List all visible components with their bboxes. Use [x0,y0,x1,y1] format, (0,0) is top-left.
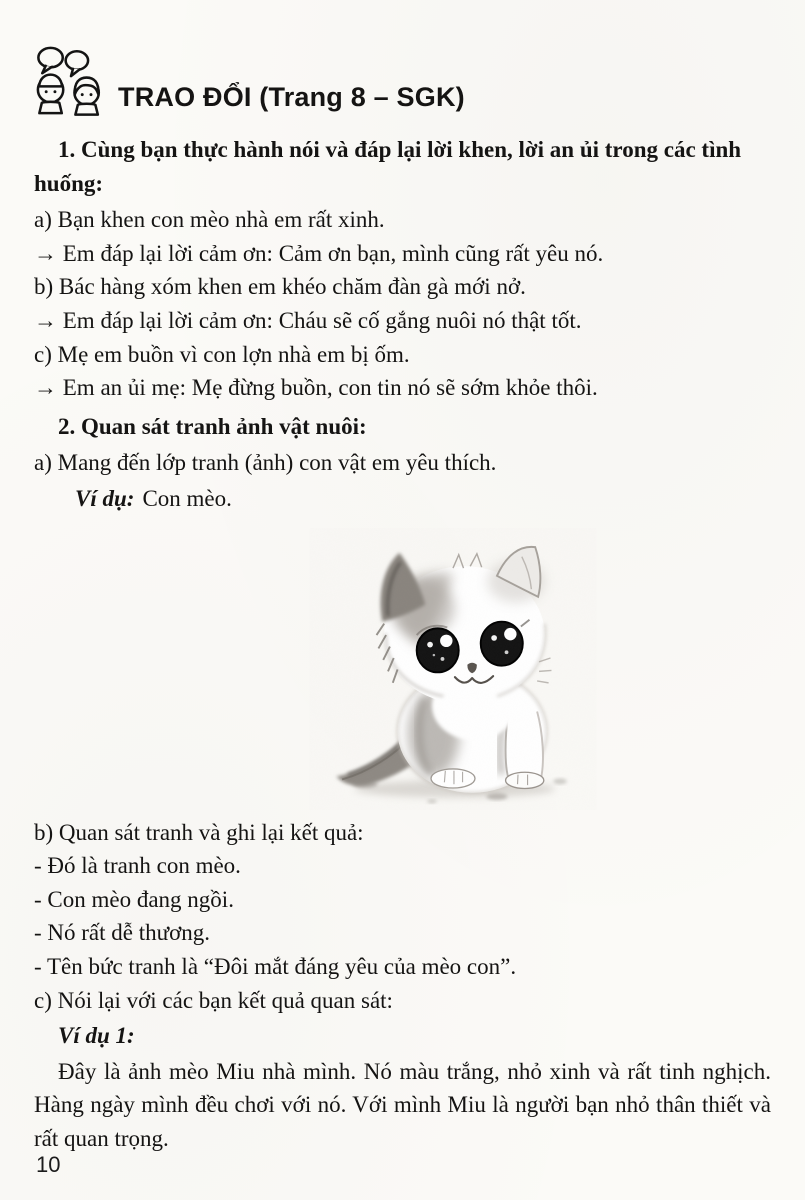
task1-line-b: b) Bác hàng xóm khen em khéo chăm đàn gà mới nở. [34,274,526,300]
task1-line-a: a) Bạn khen con mèo nhà em rất xinh. [34,207,385,233]
task1-line-a-reply: → Em đáp lại lời cảm ơn: Cảm ơn bạn, mình cũng rất yêu nó. [34,240,604,266]
kitten-sketch-illustration [302,528,604,810]
task2-item-a: a) Mang đến lớp tranh (ảnh) con vật em yêu thích. [34,450,497,476]
children-talking-icon [34,44,110,121]
page-title: TRAO ĐỔI (Trang 8 – SGK) [118,82,465,112]
section-header [0,0,805,121]
task1-line-c: c) Mẹ em buồn vì con lợn nhà em bị ốm. [34,341,410,367]
example1-label: Ví dụ 1: [58,1023,135,1049]
task1-line-c-reply: → Em an ủi mẹ: Mẹ đừng buồn, con tin nó sẽ sớm khỏe thôi. [34,375,598,401]
task2-item-b: b) Quan sát tranh và ghi lại kết quả: [34,819,364,845]
page-content [0,133,805,1155]
observation-1: - Đó là tranh con mèo. [34,853,241,879]
task1-line-b-reply: → Em đáp lại lời cảm ơn: Cháu sẽ cố gắng nuôi nó thật tốt. [34,307,582,333]
observation-4: - Tên bức tranh là “Đôi mắt đáng yêu của mèo con”. [34,953,517,979]
example1-paragraph: Đây là ảnh mèo Miu nhà mình. Nó màu trắng, nhỏ xinh và rất tinh nghịch. Hàng ngày mình đều chơi với nó. Với mình Miu là người bạn nhỏ thân thiết và rất quan trọng. [34,1058,771,1151]
task1-heading: 1. Cùng bạn thực hành nói và đáp lại lời khen, lời an ủi trong các tình huống: [34,137,742,196]
task2-heading: 2. Quan sát tranh ảnh vật nuôi: [58,413,367,439]
task2-item-c: c) Nói lại với các bạn kết quả quan sát: [34,987,393,1013]
observation-2: - Con mèo đang ngồi. [34,886,234,912]
example-label: Ví dụ: [75,485,135,511]
page-number: 10 [36,1152,61,1177]
task2-example [34,482,771,516]
observation-3: - Nó rất dễ thương. [34,920,211,946]
example1-heading [34,1019,771,1053]
example-text: Con mèo. [142,485,232,511]
